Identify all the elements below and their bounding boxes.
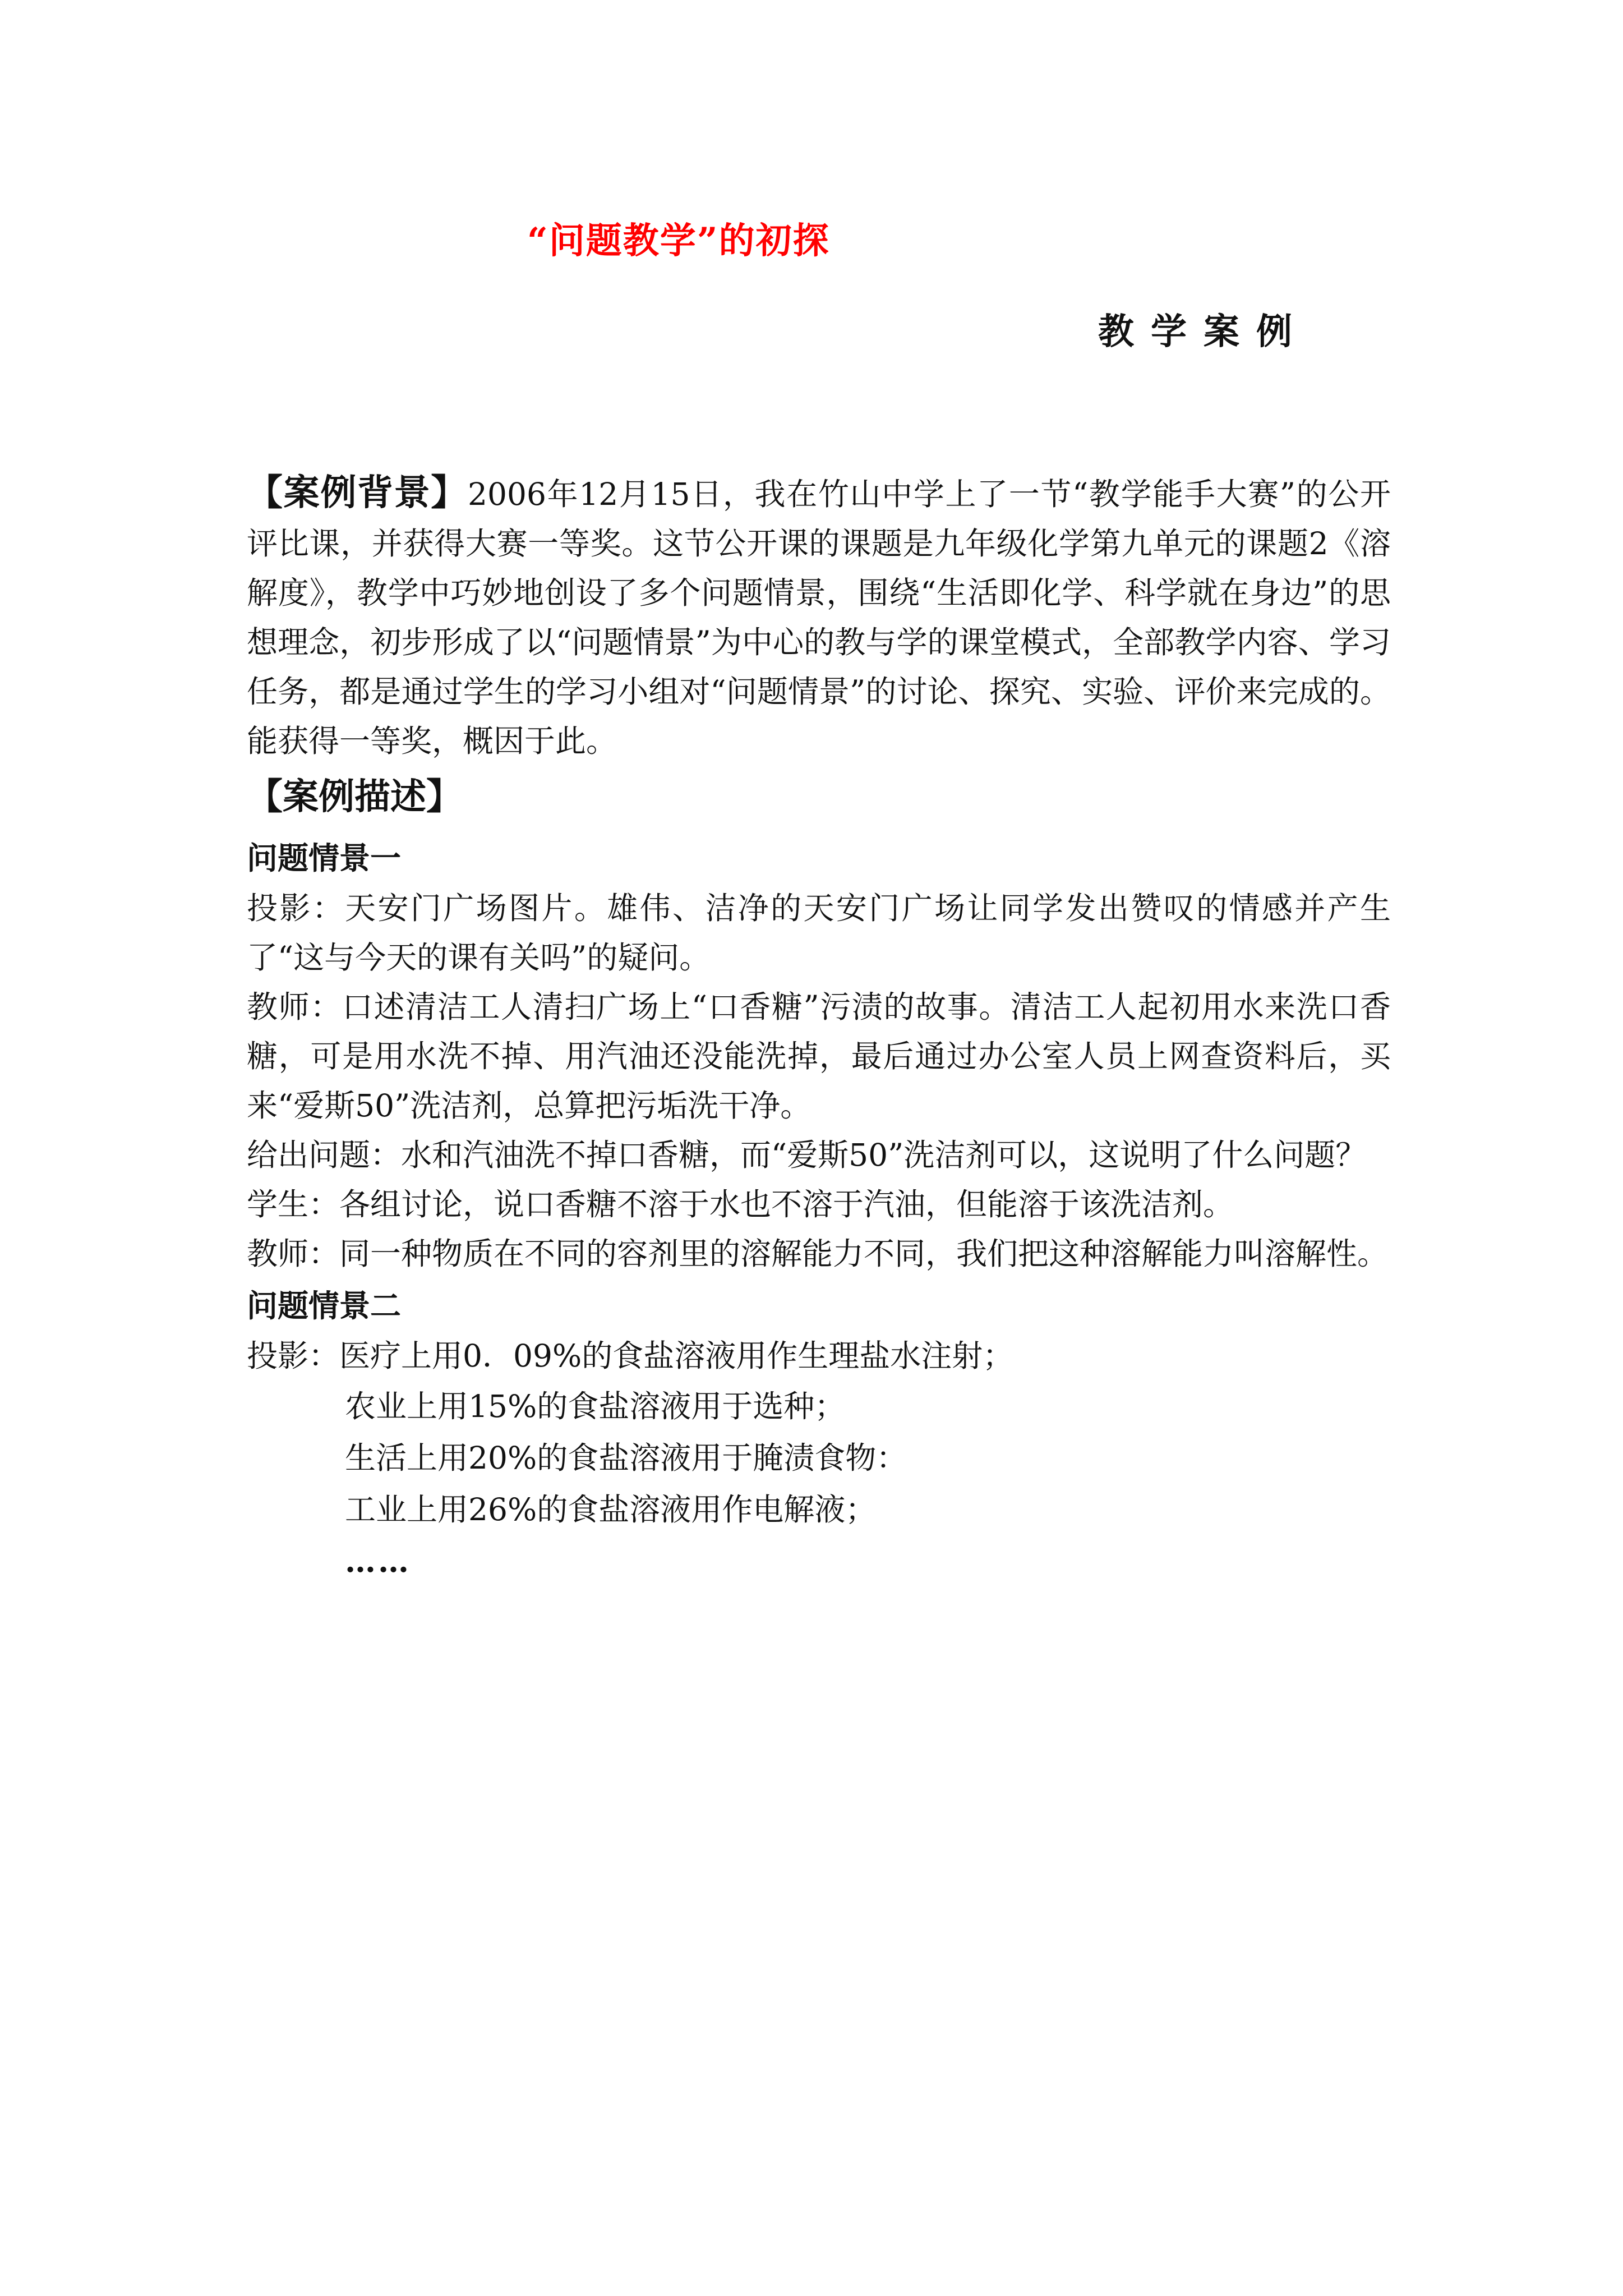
scene2-item: 农业上用15%的食盐溶液用于选种； <box>345 1388 846 1424</box>
document-title: “问题教学”的初探 <box>527 220 830 262</box>
scene1-paragraph: 给出问题：水和汽油洗不掉口香糖，而“爱斯50”洗洁剂可以，这说明了什么问题？ <box>247 1137 1367 1173</box>
scene1-paragraph: 教师：同一种物质在不同的容剂里的溶解能力不同，我们把这种溶解能力叫溶解性。 <box>247 1236 1389 1272</box>
background-paragraph <box>247 468 1391 766</box>
background-text: 2006年12月15日，我在竹山中学上了一节“教学能手大赛”的公开评比课，并获得大赛一等奖。这节公开课的课题是九年级化学第九单元的课题2《溶解度》，教学中巧妙地创设了多个问题情景，围绕“生活即化学、科学就在身边”的思想理念，初步形成了以“问题情景”为中心的教与学的课堂模式，全部教学内容、学习任务，都是通过学生的学习小组对“问题情景”的讨论、探究、实验、评价来完成的。能获得一等奖，概因于此。 <box>247 476 1391 759</box>
scene2-title: 问题情景二 <box>247 1287 402 1324</box>
scene2-lead: 投影：医疗上用0．09%的食盐溶液用作生理盐水注射； <box>247 1338 1014 1374</box>
scene1-title: 问题情景一 <box>247 840 402 876</box>
scene2-item: 生活上用20%的食盐溶液用于腌渍食物： <box>345 1440 907 1476</box>
scene2-item: 工业上用26%的食盐溶液用作电解液； <box>345 1492 877 1527</box>
document-subtitle: 教学案例 <box>1098 311 1309 353</box>
scene2-ellipsis: …… <box>345 1543 411 1579</box>
scene1-paragraph: 学生：各组讨论，说口香糖不溶于水也不溶于汽油，但能溶于该洗洁剂。 <box>247 1186 1234 1222</box>
scene1-paragraph: 投影：天安门广场图片。雄伟、洁净的天安门广场让同学发出赞叹的情感并产生了“这与今天的课有关吗”的疑问。 <box>247 890 1391 976</box>
scene1-paragraph: 教师：口述清洁工人清扫广场上“口香糖”污渍的故事。清洁工人起初用水来洗口香糖，可是用水洗不掉、用汽油还没能洗掉，最后通过办公室人员上网查资料后，买来“爱斯50”洗洁剂，总算把污垢洗干净。 <box>247 989 1391 1124</box>
description-heading: 【案例描述】 <box>247 776 462 818</box>
document-body <box>247 468 1391 1587</box>
background-heading: 【案例背景】 <box>247 472 468 514</box>
